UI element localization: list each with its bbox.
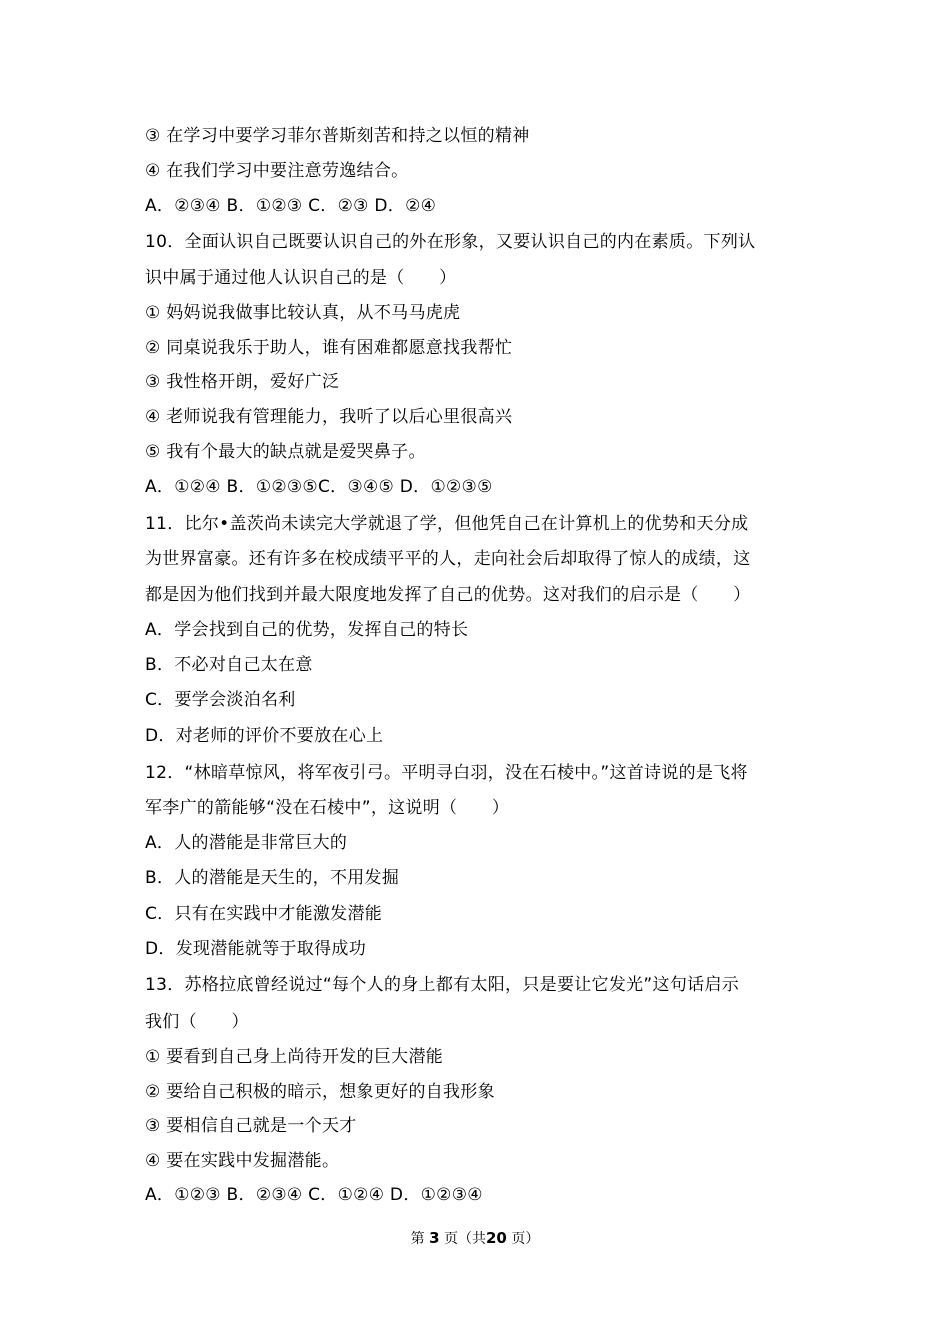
- q13-option-1: ① 要看到自己身上尚待开发的巨大潜能: [145, 1047, 444, 1067]
- footer-prefix: 第: [410, 1231, 425, 1247]
- q10-option-1: ① 妈妈说我做事比较认真，从不马马虎虎: [145, 303, 461, 323]
- q12-option-c: C．只有在实践中才能激发潜能: [145, 904, 383, 924]
- q10-stem-line-1: 10．全面认识自己既要认识自己的外在形象，又要认识自己的内在素质。下列认: [145, 232, 756, 252]
- q10-stem-line-2: 识中属于通过他人认识自己的是（ ）: [145, 268, 457, 288]
- q9-option-4: ④ 在我们学习中要注意劳逸结合。: [145, 161, 409, 181]
- q11-stem-line-3: 都是因为他们找到并最大限度地发挥了自己的优势。这对我们的启示是（ ）: [145, 585, 751, 605]
- q12-stem-line-2: 军李广的箭能够“没在石棱中”，这说明（ ）: [145, 798, 510, 818]
- q11-option-d: D．对老师的评价不要放在心上: [145, 726, 384, 746]
- q12-option-b: B．人的潜能是天生的，不用发掘: [145, 868, 400, 888]
- q9-answer-choices: A．②③④ B．①②③ C．②③ D．②④: [145, 196, 437, 216]
- page-footer: [0, 1228, 950, 1249]
- q13-stem-line-2: 我们（ ）: [145, 1012, 249, 1032]
- total-page-count: 20: [486, 1229, 507, 1247]
- footer-suffix: 页）: [511, 1231, 540, 1247]
- q10-answer-choices: A．①②④ B．①②③⑤C．③④⑤ D．①②③⑤: [145, 477, 493, 497]
- q11-option-b: B．不必对自己太在意: [145, 655, 313, 675]
- q10-option-4: ④ 老师说我有管理能力，我听了以后心里很高兴: [145, 407, 513, 427]
- q11-stem-line-1: 11．比尔•盖茨尚未读完大学就退了学，但他凭自己在计算机上的优势和天分成: [145, 514, 749, 534]
- q11-stem-line-2: 为世界富豪。还有许多在校成绩平平的人，走向社会后却取得了惊人的成绩，这: [145, 549, 751, 569]
- q9-option-3: ③ 在学习中要学习菲尔普斯刻苦和持之以恒的精神: [145, 126, 530, 146]
- current-page-number: 3: [429, 1229, 440, 1247]
- footer-middle: 页（共: [444, 1231, 486, 1247]
- q13-option-4: ④ 要在实践中发掘潜能。: [145, 1151, 340, 1171]
- q12-option-d: D．发现潜能就等于取得成功: [145, 939, 366, 959]
- q10-option-5: ⑤ 我有个最大的缺点就是爱哭鼻子。: [145, 442, 426, 462]
- q10-option-3: ③ 我性格开朗，爱好广泛: [145, 372, 340, 392]
- q12-stem-line-1: 12．“林暗草惊风，将军夜引弓。平明寻白羽，没在石棱中。”这首诗说的是飞将: [145, 763, 748, 783]
- q11-option-a: A．学会找到自己的优势，发挥自己的特长: [145, 620, 469, 640]
- q10-option-2: ② 同桌说我乐于助人，谁有困难都愿意找我帮忙: [145, 338, 513, 358]
- q13-option-3: ③ 要相信自己就是一个天才: [145, 1116, 357, 1136]
- q12-option-a: A．人的潜能是非常巨大的: [145, 833, 348, 853]
- q13-stem-line-1: 13．苏格拉底曾经说过“每个人的身上都有太阳，只是要让它发光”这句话启示: [145, 975, 740, 995]
- q13-answer-choices: A．①②③ B．②③④ C．①②④ D．①②③④: [145, 1185, 483, 1205]
- q11-option-c: C．要学会淡泊名利: [145, 690, 296, 710]
- q13-option-2: ② 要给自己积极的暗示，想象更好的自我形象: [145, 1082, 495, 1102]
